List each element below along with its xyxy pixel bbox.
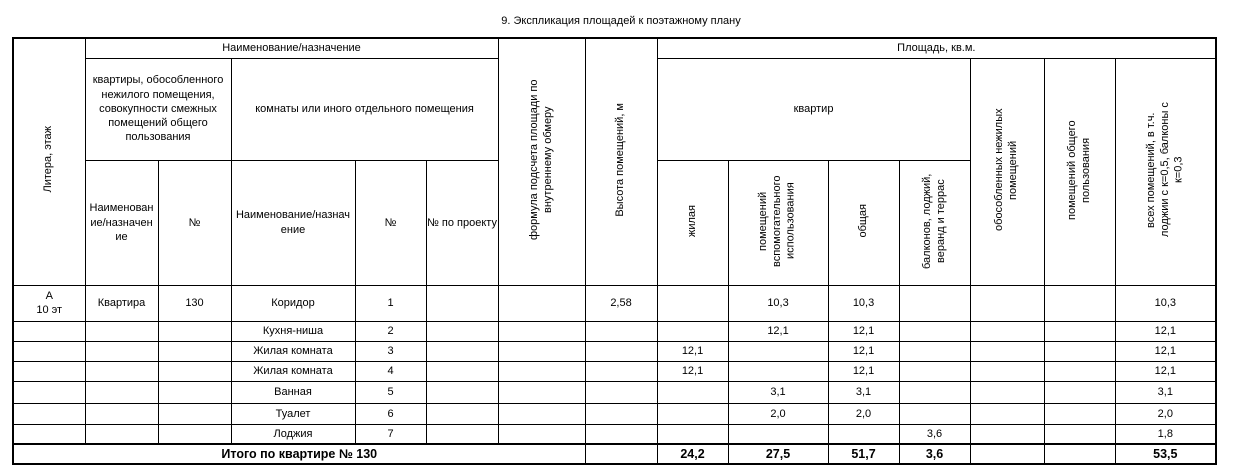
header-formula: формула подсчета площади по внутреннему обмеру	[498, 38, 585, 285]
table-row: Кухня-ниша 2 12,1 12,1 12,1	[13, 321, 1216, 341]
header-room-proj: № по проекту	[426, 160, 498, 285]
page-title: 9. Экспликация площадей к поэтажному плану	[501, 15, 741, 27]
header-room-name: Наименование/назнач ение	[231, 160, 355, 285]
table-row: Жилая комната 3 12,1 12,1 12,1	[13, 341, 1216, 361]
header-kv-name: Наименован ие/назначен ие	[85, 160, 158, 285]
total-label: Итого по квартире № 130	[13, 444, 585, 464]
header-obshaya: общая	[828, 160, 899, 285]
header-zhilaya: жилая	[657, 160, 728, 285]
header-area: Площадь, кв.м.	[657, 38, 1216, 58]
litera-cell: А 10 эт	[13, 285, 85, 321]
header-vseh: всех помещений, в т.ч. лоджии с к=0,5, балконы с к=0,3	[1115, 58, 1216, 285]
header-height: Высота помещений, м	[585, 38, 657, 285]
header-kvartir: квартир	[657, 58, 970, 160]
table-row: Жилая комната 4 12,1 12,1 12,1	[13, 361, 1216, 381]
header-room-num: №	[355, 160, 426, 285]
header-vspom: помещений вспомогательного использования	[728, 160, 828, 285]
header-komnaty-group: комнаты или иного отдельного помещения	[231, 58, 498, 160]
explication-table	[12, 37, 1217, 465]
header-litera: Литера, этаж	[13, 38, 85, 285]
header-obsh-pol: помещений общего пользования	[1044, 58, 1115, 285]
table-row: Ванная 5 3,1 3,1 3,1	[13, 381, 1216, 403]
table-row: Лоджия 7 3,6 1,8	[13, 424, 1216, 444]
table-row: Туалет 6 2,0 2,0 2,0	[13, 403, 1216, 424]
header-balkony: балконов, лоджий, веранд и террас	[899, 160, 970, 285]
header-kvartiry-group: квартиры, обособленного нежилого помещения, совокупности смежных помещений общего пользования	[85, 58, 231, 160]
total-row: Итого по квартире № 130 24,2 27,5 51,7 3,6 53,5	[13, 444, 1216, 464]
header-obosobl: обособленных нежилых помещений	[970, 58, 1044, 285]
header-naimenovanie: Наименование/назначение	[85, 38, 498, 58]
header-kv-num: №	[158, 160, 231, 285]
table-row: А 10 эт Квартира 130 Коридор 1 2,58 10,3 10,3 10,3	[13, 285, 1216, 321]
